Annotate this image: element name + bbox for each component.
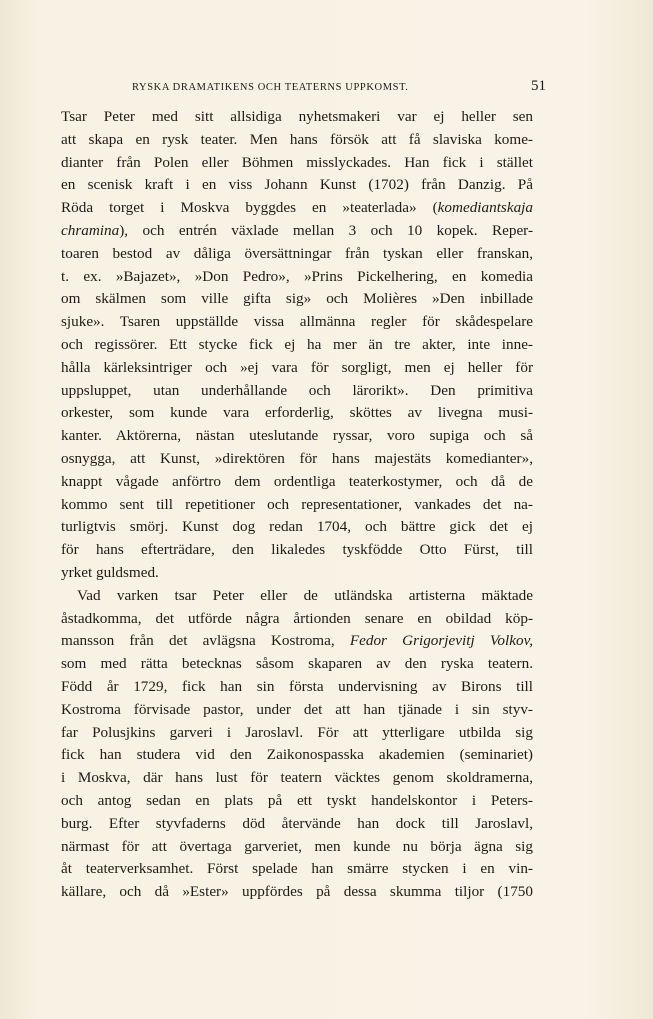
text-line: åt teaterverksamhet. Först spelade han smärre stycken i en vin- <box>61 860 533 878</box>
text-line <box>61 630 533 653</box>
text-line: dianter från Polen eller Böhmen misslyckades. Han fick i stället <box>61 153 533 171</box>
text-line <box>61 220 533 243</box>
page-header <box>60 78 546 100</box>
text-line: Kostroma förvisade pastor, under det att han tjänade i sin styv- <box>61 700 533 718</box>
text-line: fick han studera vid den Zaikonospasska akademien (seminariet) <box>61 746 533 764</box>
text-line: åstadkomma, det utförde några årtionden senare en obildad köp- <box>61 609 533 627</box>
text-line: turligtvis smörj. Kunst dog redan 1704, och bättre gick det ej <box>61 518 533 536</box>
text-line: kanter. Aktörerna, nästan uteslutande ryssar, voro supiga och så <box>61 427 533 445</box>
text-line: i Moskva, där hans lust för teatern väcktes genom skoldramerna, <box>61 769 533 787</box>
italic-term: komediantskaja <box>437 199 533 217</box>
text-run: Röda torget i Moskva byggdes en »teaterlada» ( <box>61 199 438 217</box>
text-line: Tsar Peter med sitt allsidiga nyhetsmakeri var ej heller sen <box>61 108 533 125</box>
text-line: uppsluppet, utan underhållande och lärorikt». Den primitiva <box>61 381 533 399</box>
text-line: t. ex. »Bajazet», »Don Pedro», »Prins Pickelhering, en komedia <box>61 267 533 285</box>
text-line: och antog sedan en plats på ett tyskt handelskontor i Peters- <box>61 791 533 809</box>
text-line: burg. Efter styvfaderns död återvände han dock till Jaroslavl, <box>61 814 533 832</box>
text-line: närmast för att övertaga garveriet, men kunde nu börja ägna sig <box>61 837 533 855</box>
text-line: kommo sent till repetitioner och representationer, vankades det na- <box>61 495 533 513</box>
text-line: far Polusjkins garveri i Jaroslavl. För att ytterligare utbilda sig <box>61 723 533 741</box>
text-line: osnygga, att Kunst, »direktören för hans majestäts komedianter», <box>61 449 533 467</box>
text-run: ), och entrén växlade mellan 3 och 10 kopek. Reper- <box>119 221 533 239</box>
italic-name: Fedor Grigorjevitj Volkov, <box>349 632 533 650</box>
text-line: källare, och då »Ester» uppfördes på dessa skumma tiljor (1750 <box>61 883 533 901</box>
text-line: Vad varken tsar Peter eller de utländska artisterna mäktade <box>77 586 533 604</box>
italic-term: chramina <box>61 221 120 239</box>
text-line <box>61 197 533 220</box>
text-line: och regissörer. Ett stycke fick ej ha mer än tre akter, inte inne- <box>61 335 533 353</box>
text-run: mansson från det avlägsna Kostroma, <box>61 632 350 650</box>
text-line: hålla kärleksintriger och »ej vara för sorgligt, men ej heller för <box>61 358 533 376</box>
text-line: en scenisk kraft i en viss Johann Kunst (1702) från Danzig. På <box>61 176 533 194</box>
running-title: RYSKA DRAMATIKENS OCH TEATERNS UPPKOMST. <box>132 82 409 93</box>
text-line: för hans efterträdare, den likaledes tyskfödde Otto Fürst, till <box>61 541 533 559</box>
text-line: som med rätta betecknas såsom skaparen av den ryska teatern. <box>61 655 533 673</box>
text-line: yrket guldsmed. <box>61 563 159 581</box>
text-line: sjuke». Tsaren uppställde vissa allmänna regler för skådespelare <box>61 313 533 331</box>
text-line: att skapa en rysk teater. Men hans försök att få slaviska kome- <box>61 130 533 148</box>
text-line: knappt vågade anförtro dem ordentliga teaterkostymer, och då de <box>61 472 533 490</box>
text-line: Född år 1729, fick han sin första undervisning av Birons till <box>61 677 533 695</box>
body-text <box>61 106 533 904</box>
text-line: toaren bestod av dåliga översättningar från tyskan eller franskan, <box>61 244 533 262</box>
text-line: orkester, som kunde vara erforderlig, sköttes av livegna musi- <box>61 404 533 422</box>
page-number: 51 <box>531 78 546 94</box>
text-line: om skälmen som ville gifta sig» och Molières »Den inbillade <box>61 290 533 308</box>
